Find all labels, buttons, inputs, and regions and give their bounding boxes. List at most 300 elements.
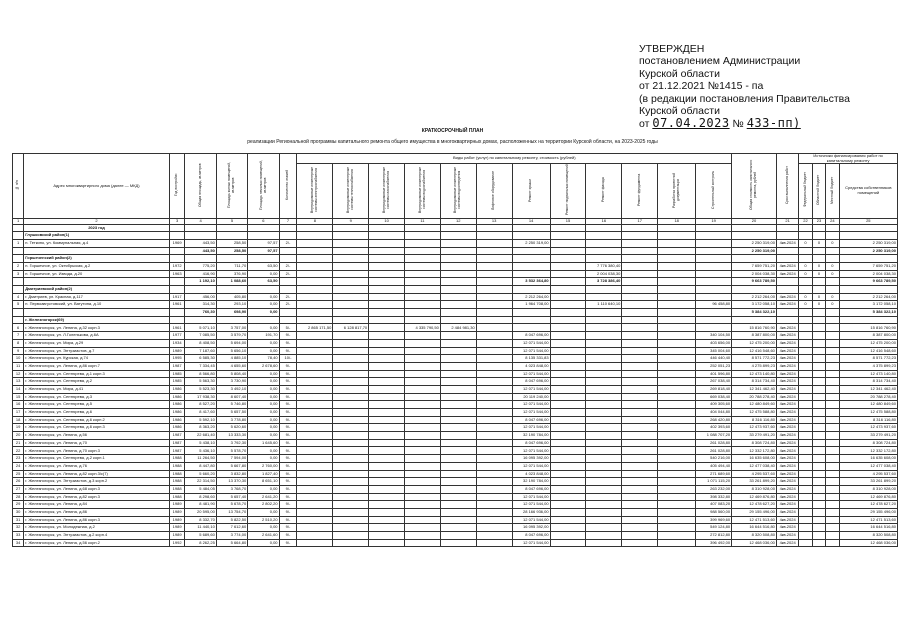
cell-el [297,501,333,509]
cell-r [812,370,825,378]
cell-r [812,524,825,532]
cell-basement [550,362,586,370]
cell-el [297,508,333,516]
cell-lift [476,493,512,501]
cell-year: 1988 [169,478,185,486]
cell-living: 376,90 [216,270,247,278]
header-spacer [13,154,24,219]
cell-r [812,355,825,363]
header-label: Лифтовое оборудование [491,170,496,210]
cell-term: 4кв.2024 [776,478,798,486]
header-spacer [169,154,185,219]
cell-m [826,470,839,478]
cell-m [826,362,839,370]
cell-living: 8 607,40 [216,393,247,401]
cell-living: 7 612,60 [216,524,247,532]
empty-cell [550,224,586,232]
cell-heat [333,524,369,532]
cell-year: 1986 [169,385,185,393]
column-number: 25 [839,218,897,224]
empty-cell [658,232,696,240]
cell-el [297,478,333,486]
cell-m [826,347,839,355]
cell-living: 3 774,00 [216,532,247,540]
header-cell [333,164,369,219]
cell-water [405,493,441,501]
cell-n: 5 [13,301,24,309]
cell-basement [550,293,586,301]
cell-addr: г. Железногорск, ул. Мира, д.41 [24,385,170,393]
cell-heat [333,470,369,478]
cell-heat [333,332,369,340]
cell-term: 4кв.2024 [776,301,798,309]
cell-facade [586,478,622,486]
cell-el [297,385,333,393]
cell-term: 4кв.2024 [776,378,798,386]
empty-cell [476,255,512,263]
cell-proj [658,339,696,347]
cell-lift [476,462,512,470]
cell-own: 5 384 322,10 [839,309,897,317]
cell-gas [369,493,405,501]
empty-cell [185,316,216,324]
cell-found [622,332,658,340]
cell-facade [586,493,622,501]
cell-n: 2 [13,262,24,270]
column-number: 20 [732,218,777,224]
cell-lift [476,409,512,417]
cell-heat [333,424,369,432]
cell-total: 2 250 319,00 [732,247,777,255]
cell-sc: 399 969,60 [696,516,732,524]
empty-cell [405,316,441,324]
cell-lift [476,278,512,286]
cell-facade [586,462,622,470]
cell-own: 12 477 038,40 [839,462,897,470]
cell-m [826,462,839,470]
cell-area: 8 481,90 [185,501,216,509]
cell-water [405,355,441,363]
cell-sc: 1 071 115,20 [696,478,732,486]
cell-r [812,409,825,417]
cell-nonres: 0,00 [248,455,279,463]
cell-m [826,393,839,401]
cell-addr: г. Железногорск, ул. Ленина, д.70 [24,439,170,447]
cell-r [812,278,825,286]
cell-f [799,362,812,370]
empty-cell [512,316,550,324]
cell-year: 1989 [169,532,185,540]
header-cell [405,164,441,219]
cell-roof [512,262,550,270]
cell-living: 5 822,50 [216,516,247,524]
cell-roof: 12 071 544,00 [512,493,550,501]
empty-cell [799,224,812,232]
cell-r [812,516,825,524]
empty-cell [839,224,897,232]
cell-proj [658,262,696,270]
cell-sc: 398 332,80 [696,493,732,501]
empty-cell [333,232,369,240]
cell-found [622,539,658,547]
cell-nonres: 0,00 [248,416,279,424]
cell-m [826,524,839,532]
cell-water [405,362,441,370]
cell-addr: п. Теткино, ул. Коммунальная, д.4 [24,239,170,247]
cell-roof: 12 071 544,00 [512,539,550,547]
cell-n: 18 [13,416,24,424]
cell-sc: 549 124,80 [696,524,732,532]
cell-nonres: 2 678,60 [248,362,279,370]
cell-proj [658,393,696,401]
cell-n: 20 [13,432,24,440]
cell-heat [333,416,369,424]
column-number: 14 [512,218,550,224]
cell-found [622,455,658,463]
cell-basement [550,309,586,317]
cell-term: 4кв.2024 [776,432,798,440]
cell-living: 7 594,00 [216,455,247,463]
cell-basement [550,378,586,386]
cell-n: 12 [13,370,24,378]
cell-el [297,309,333,317]
cell-n: 15 [13,393,24,401]
header-group-finance: Источники финансирования работ по капитальному ремонту [799,154,898,164]
cell-found [622,439,658,447]
cell-living: 5 664,80 [216,539,247,547]
cell-addr: г. Железногорск, ул. Ленина, д.86 корп.7 [24,362,170,370]
cell-own: 8 316 116,80 [839,416,897,424]
cell-water [405,424,441,432]
cell-proj [658,309,696,317]
cell-year: 1989 [169,347,185,355]
cell-lift [476,539,512,547]
cell-found [622,532,658,540]
cell-f [799,355,812,363]
cell-facade [586,532,622,540]
cell-r: 0 [812,301,825,309]
cell-proj [658,455,696,463]
cell-r [812,393,825,401]
header-label: Внутридомовые инженерные системы водоснабжения [417,166,426,214]
header-spacer [279,154,297,219]
cell-roof: 1 964 708,00 [512,301,550,309]
cell-term: 4кв.2024 [776,362,798,370]
cell-r [812,247,825,255]
approval-line: от 21.12.2021 №1415 - па [639,80,764,93]
cell-water [405,516,441,524]
header-cell [476,164,512,219]
cell-el [297,301,333,309]
cell-water [405,239,441,247]
cell-n: 31 [13,516,24,524]
cell-living: 5 657,40 [216,493,247,501]
cell-fl: 9/- [279,424,297,432]
table-row [13,416,898,424]
cell-sewer [440,378,476,386]
column-number: 4 [185,218,216,224]
cell-own: 12 473 140,80 [839,370,897,378]
cell-f [799,478,812,486]
column-number: 16 [586,218,622,224]
cell-found [622,447,658,455]
cell-proj [658,239,696,247]
cell-heat [333,278,369,286]
cell-own: 8 387 800,00 [839,332,897,340]
table-row [13,470,898,478]
cell-heat [333,532,369,540]
cell-r [812,485,825,493]
cell-year: 1987 [169,439,185,447]
cell-nonres: 0,00 [248,393,279,401]
cell-term: 4кв.2024 [776,293,798,301]
cell-heat [333,409,369,417]
header-label: Внутридомовые инженерные системы газоснабжения [381,166,390,214]
cell-area: 20 595,00 [185,508,216,516]
cell-area: 5 436,10 [185,447,216,455]
cell-proj [658,385,696,393]
empty-cell [799,286,812,294]
cell-own: 12 468 036,00 [839,539,897,547]
empty-cell [839,286,897,294]
cell-own: 15 816 760,90 [839,324,897,332]
cell-m [826,432,839,440]
cell-facade: 2 004 038,30 [586,270,622,278]
header-label: Год постройки [174,173,179,197]
cell-n: 30 [13,508,24,516]
cell-total: 20 788 278,40 [732,393,777,401]
empty-cell [333,316,369,324]
cell-basement [550,501,586,509]
header-label: Областной бюджет [816,174,821,206]
cell-basement [550,347,586,355]
cell-facade [586,432,622,440]
cell-f [799,432,812,440]
cell-term: 4кв.2024 [776,239,798,247]
empty-cell [512,232,550,240]
cell-n: 7 [13,332,24,340]
column-number: 13 [476,218,512,224]
cell-el [297,447,333,455]
cell-found [622,478,658,486]
empty-cell [405,255,441,263]
cell-own: 12 480 849,60 [839,401,897,409]
cell-m [826,416,839,424]
empty-cell [586,232,622,240]
approval-line: постановлением Администрации [639,55,801,68]
cell-total: 2 212 264,00 [732,293,777,301]
cell-roof: 16 095 392,00 [512,524,550,532]
cell-water [405,401,441,409]
cell-el [297,278,333,286]
cell-f [799,462,812,470]
empty-cell [169,232,185,240]
cell-el [297,455,333,463]
table-row [13,455,898,463]
cell-m [826,378,839,386]
cell-el [297,378,333,386]
cell-fl: 9/- [279,455,297,463]
cell-proj [658,247,696,255]
cell-f [799,524,812,532]
cell-r: 0 [812,239,825,247]
cell-m [826,532,839,540]
cell-own: 4 295 537,60 [839,470,897,478]
cell-n: 21 [13,439,24,447]
cell-year: 1934 [169,339,185,347]
cell-r [812,362,825,370]
cell-el [297,370,333,378]
cell-gas [369,393,405,401]
cell-gas [369,501,405,509]
empty-cell [333,286,369,294]
cell-roof: 8 047 696,00 [512,378,550,386]
empty-cell [440,316,476,324]
cell-basement [550,478,586,486]
cell-roof: 12 071 544,00 [512,447,550,455]
cell-roof: 20 119 240,00 [512,393,550,401]
column-number: 5 [216,218,247,224]
cell-found [622,485,658,493]
cell-lift [476,393,512,401]
cell-sewer [440,455,476,463]
cell-year: 1985 [169,378,185,386]
cell-sc: 405 494,40 [696,462,732,470]
cell-heat [333,347,369,355]
cell-r: 0 [812,293,825,301]
cell-total: 8 320 508,80 [732,532,777,540]
cell-own: 8 320 508,80 [839,532,897,540]
cell-sewer [440,293,476,301]
cell-area: 5 523,30 [185,385,216,393]
cell-found [622,355,658,363]
cell-addr: г. Железногорск, ул. Сентюрева, д.2 корп.1 [24,455,170,463]
cell-sewer [440,508,476,516]
cell-f [799,401,812,409]
cell-f [799,439,812,447]
cell-area: 7 187,60 [185,347,216,355]
cell-area: 6 585,30 [185,355,216,363]
table-row [13,432,898,440]
table-row [13,401,898,409]
cell-found [622,378,658,386]
doc-title: КРАТКОСРОЧНЫЙ ПЛАН [421,128,484,134]
cell-lift [476,401,512,409]
cell-lift [476,324,512,332]
empty-cell [732,316,777,324]
cell-roof: 12 071 544,00 [512,501,550,509]
cell-heat [333,439,369,447]
cell-term: 4кв.2024 [776,462,798,470]
cell-proj [658,378,696,386]
cell-gas [369,247,405,255]
header-cell [622,164,658,219]
cell-own: 2 250 319,00 [839,239,897,247]
cell-total: 12 473 140,80 [732,370,777,378]
cell-proj [658,501,696,509]
empty-cell [550,232,586,240]
cell-addr: г. Железногорск, ул. Ленина, д.84 [24,501,170,509]
cell-roof: 12 071 544,00 [512,409,550,417]
cell-living: 4 885,10 [216,355,247,363]
cell-heat [333,432,369,440]
cell-sc [696,293,732,301]
cell-living: 3 579,70 [216,332,247,340]
cell-found [622,239,658,247]
cell-sc: 252 051,23 [696,362,732,370]
cell-nonres: 0,00 [248,347,279,355]
cell-gas [369,270,405,278]
cell-year: 1987 [169,362,185,370]
cell-lift [476,478,512,486]
empty-cell [476,224,512,232]
cell-found [622,424,658,432]
cell-sewer [440,385,476,393]
cell-m [826,339,839,347]
empty-cell [369,224,405,232]
cell-lift [476,501,512,509]
approval-from-label: от [639,118,650,131]
cell-sewer [440,447,476,455]
cell-total: 33 261 899,20 [732,478,777,486]
empty-cell [658,224,696,232]
cell-term: 4кв.2024 [776,355,798,363]
cell-m [826,508,839,516]
cell-fl: 2/- [279,301,297,309]
cell-nonres: 0,00 [248,401,279,409]
cell-total: 12 478 627,20 [732,501,777,509]
cell-el [297,293,333,301]
cell-own: 12 473 937,60 [839,424,897,432]
cell-nonres: 0,00 [248,309,279,317]
column-number: 8 [297,218,333,224]
cell-own: 12 332 172,80 [839,447,897,455]
cell-total: 2 250 319,00 [732,239,777,247]
cell-lift [476,293,512,301]
cell-addr: п. Горшечное, ул. Октябрьская, д.2 [24,262,170,270]
cell-total: 16 635 608,00 [732,455,777,463]
approval-stamp [639,43,899,131]
cell-water [405,332,441,340]
cell-lift [476,309,512,317]
cell-area: 443,50 [185,239,216,247]
cell-fl: 9/- [279,439,297,447]
cell-m [826,539,839,547]
approval-line: (в редакции постановления Правительства [639,92,850,105]
empty-cell [658,316,696,324]
cell-own: 12 341 462,40 [839,385,897,393]
doc-subtitle: реализации Региональной программы капитального ремонта общего имущества в многоквартирных домах, расположенных на территории Курской области, на 2023-2025 годы [247,139,658,145]
table-row [13,324,898,332]
cell-m [826,455,839,463]
cell-living: 5 656,10 [216,347,247,355]
cell-water [405,309,441,317]
header-label: Ремонт фундамента [636,173,641,207]
cell-proj [658,409,696,417]
cell-year: 1961 [169,301,185,309]
cell-total: 12 332 172,80 [732,447,777,455]
cell-sc [696,247,732,255]
cell-facade [586,539,622,547]
cell-f [799,378,812,386]
header-spacer [776,154,798,219]
cell-el [297,439,333,447]
cell-facade [586,362,622,370]
cell-m: 0 [826,262,839,270]
empty-cell [732,232,777,240]
cell-facade: 1 110 640,10 [586,301,622,309]
cell-year: 1986 [169,401,185,409]
